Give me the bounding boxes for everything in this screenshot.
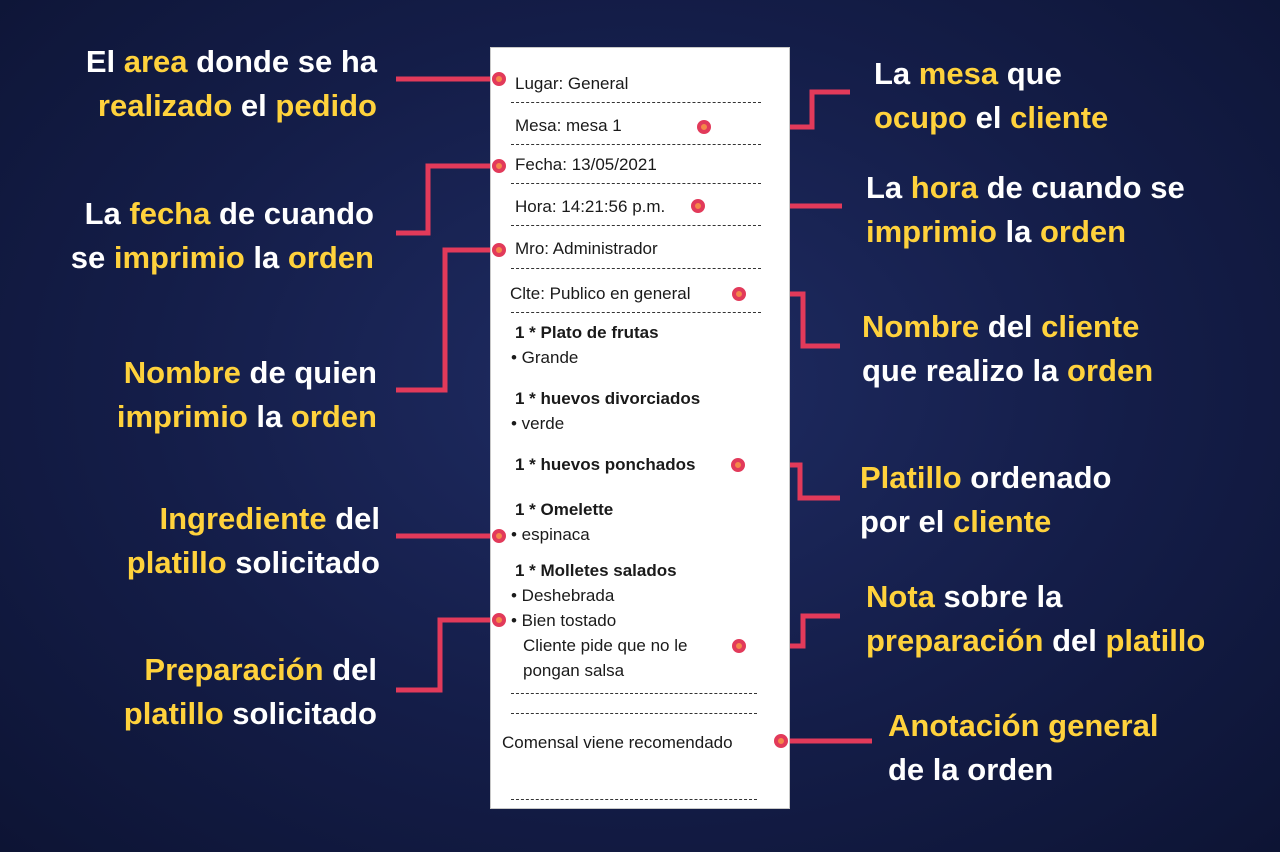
marker-dot	[691, 199, 705, 213]
marker-dot	[697, 120, 711, 134]
ticket-preparation-note: Cliente pide que no le	[523, 636, 688, 655]
ticket-divider	[511, 312, 761, 313]
annotation-fecha: La fecha de cuando se imprimio la orden	[70, 196, 374, 275]
ticket-item-detail: • verde	[511, 414, 565, 433]
marker-dot	[492, 243, 506, 257]
ticket-divider	[511, 144, 761, 145]
ticket-divider	[511, 102, 761, 103]
annotation-mesero: Nombre de quien imprimio la orden	[116, 355, 377, 434]
ticket-fecha: Fecha: 13/05/2021	[515, 155, 657, 174]
annotation-ingrediente: Ingrediente del platillo solicitado	[126, 501, 380, 580]
connector-mesero	[396, 250, 499, 390]
ticket-cliente: Clte: Publico en general	[510, 284, 691, 303]
annotation-general: Anotación general de la orden	[888, 708, 1159, 787]
ticket-item-name: 1 * Plato de frutas	[515, 323, 659, 342]
ticket-item-name: 1 * huevos ponchados	[515, 455, 696, 474]
ticket-lugar: Lugar: General	[515, 74, 629, 93]
annotation-cliente: Nombre del cliente que realizo la orden	[862, 309, 1154, 388]
marker-dot	[732, 287, 746, 301]
annotation-platillo: Platillo ordenado por el cliente	[860, 460, 1112, 539]
ticket-divider	[511, 268, 761, 269]
ticket-item-detail: • espinaca	[511, 525, 590, 544]
ticket-mesa: Mesa: mesa 1	[515, 116, 622, 135]
marker-dot	[492, 529, 506, 543]
marker-dot	[492, 72, 506, 86]
annotation-preparacion: Preparación del platillo solicitado	[123, 652, 377, 731]
marker-dot	[774, 734, 788, 748]
connector-preparacion	[396, 620, 499, 690]
ticket-hora: Hora: 14:21:56 p.m.	[515, 197, 666, 216]
ticket-item-name: 1 * Molletes salados	[515, 561, 677, 580]
marker-dot	[732, 639, 746, 653]
marker-dot	[492, 613, 506, 627]
ticket-item-name: 1 * huevos divorciados	[515, 389, 701, 408]
ticket-mesero: Mro: Administrador	[515, 239, 658, 258]
ticket-preparation-note: pongan salsa	[523, 661, 625, 680]
annotation-hora: La hora de cuando se imprimio la orden	[866, 170, 1185, 249]
ticket-general-note: Comensal viene recomendado	[502, 733, 733, 752]
connector-fecha	[396, 166, 499, 233]
ticket-item-detail: • Deshebrada	[511, 586, 615, 605]
ticket-divider	[511, 713, 757, 714]
annotation-mesa: La mesa que ocupo el cliente	[874, 56, 1109, 135]
ticket-item-detail: • Grande	[511, 348, 579, 367]
marker-dot	[731, 458, 745, 472]
ticket-item-detail: • Bien tostado	[511, 611, 617, 630]
ticket-divider	[511, 225, 761, 226]
ticket-item-name: 1 * Omelette	[515, 500, 614, 519]
ticket-divider	[511, 183, 761, 184]
annotation-area: El area donde se ha realizado el pedido	[85, 44, 377, 123]
ticket-divider	[511, 693, 757, 694]
marker-dot	[492, 159, 506, 173]
ticket-divider	[511, 799, 757, 800]
annotation-nota: Nota sobre la preparación del platillo	[866, 579, 1206, 658]
order-ticket	[490, 47, 790, 809]
